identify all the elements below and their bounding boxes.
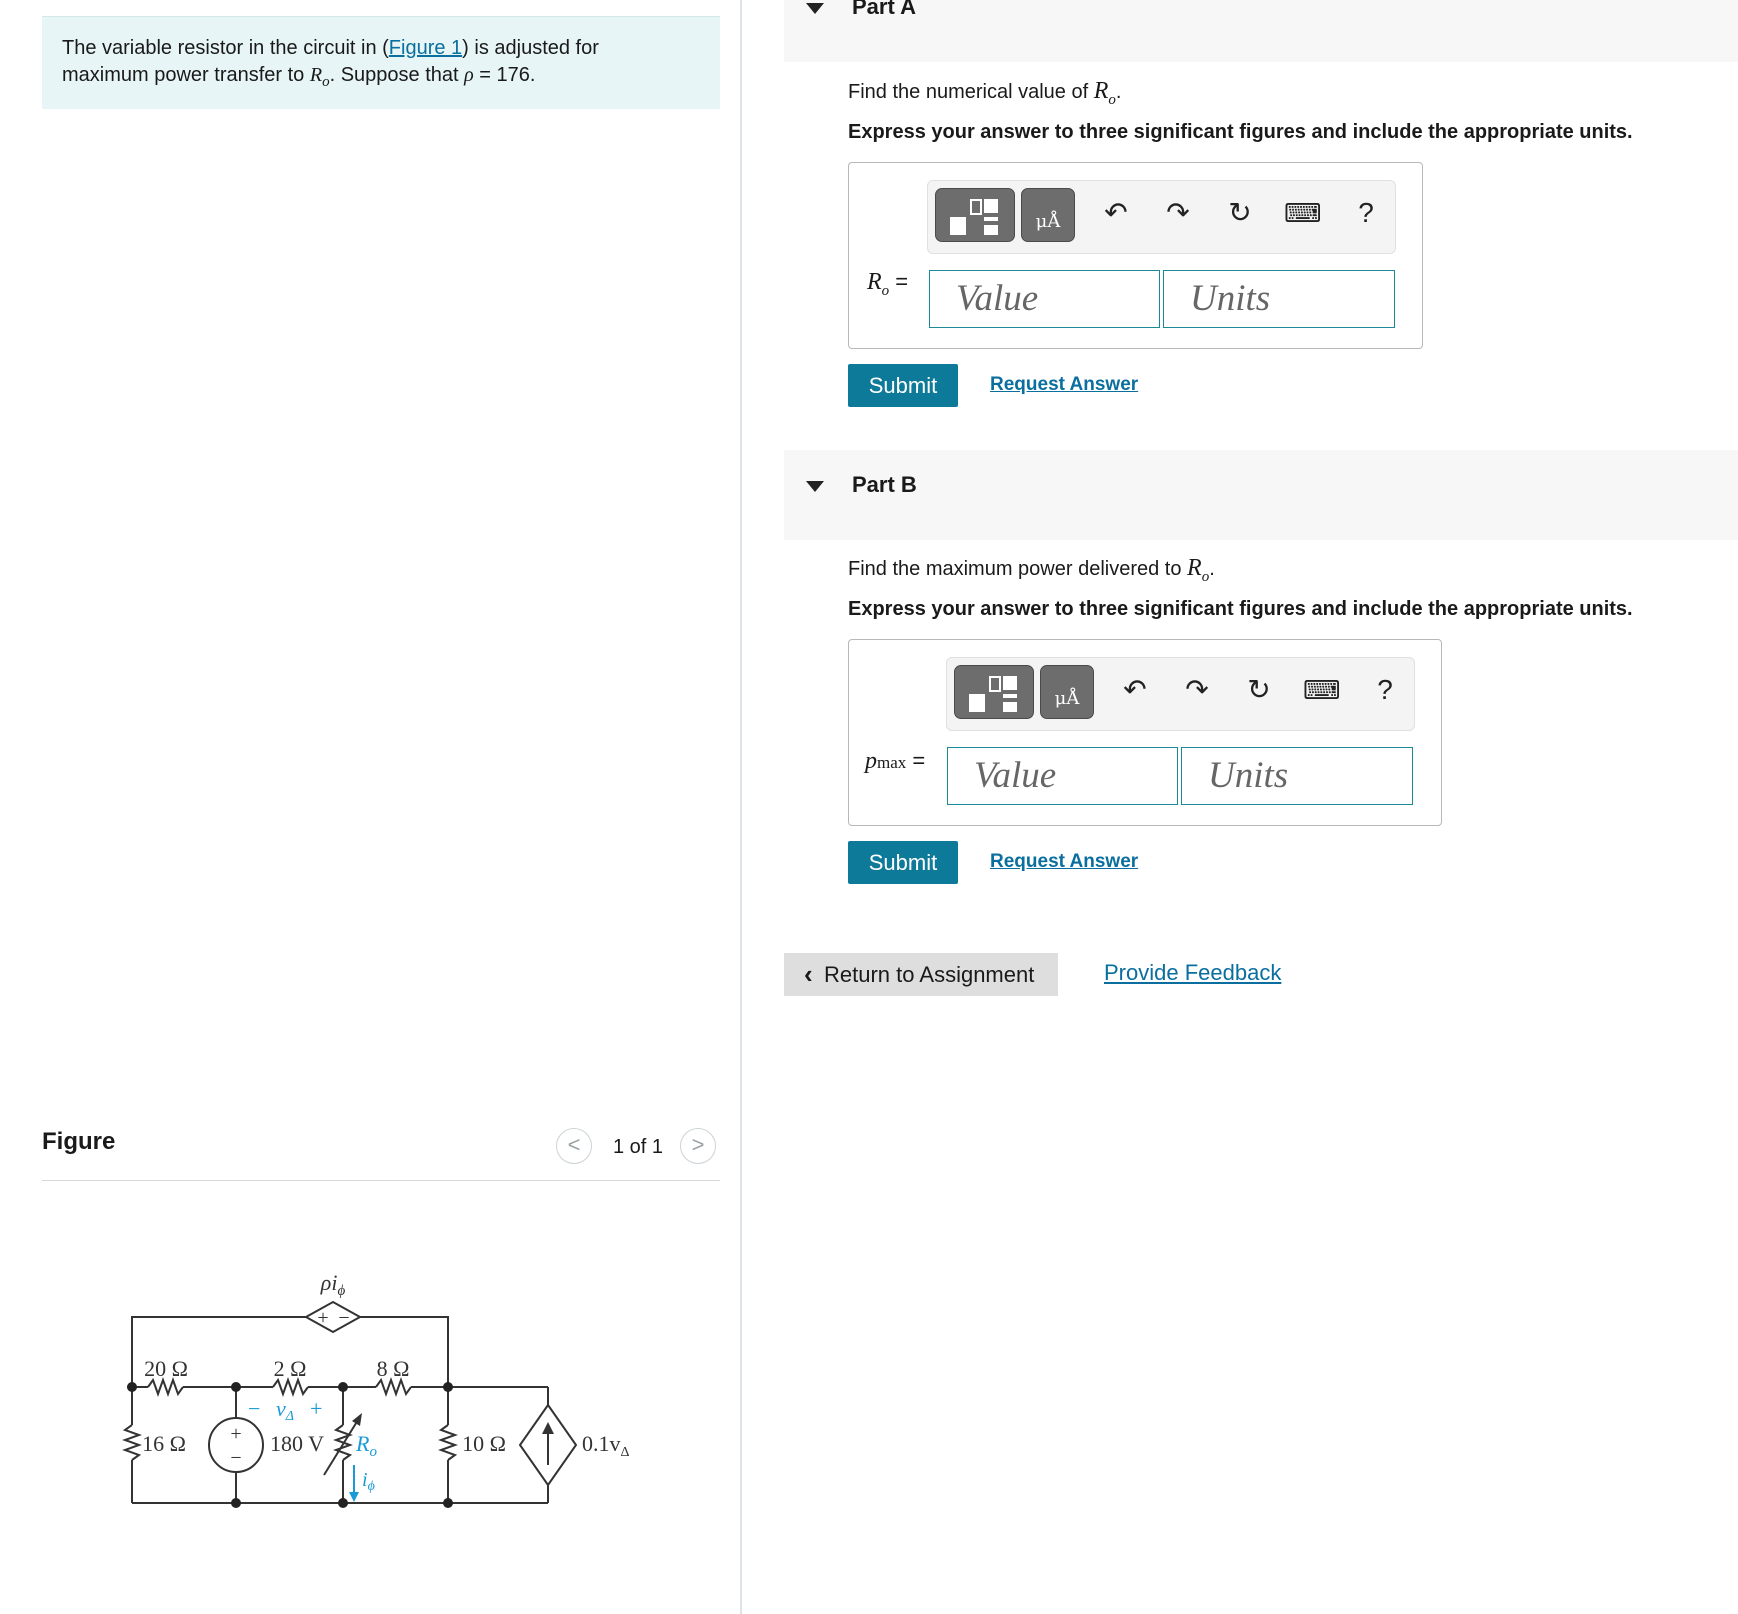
figure-link[interactable]: Figure 1	[388, 37, 463, 59]
figure-title: Figure	[42, 1128, 116, 1155]
part-b-submit-button[interactable]: Submit	[848, 841, 958, 884]
vdelta-minus: −	[248, 1396, 261, 1421]
circuit-diagram	[118, 1260, 658, 1510]
keyboard-icon[interactable]: ⌨	[1284, 198, 1322, 228]
prev-figure-button[interactable]	[556, 1128, 592, 1164]
units-icon[interactable]: μÅ	[1040, 665, 1094, 719]
vsrc-plus: +	[230, 1423, 242, 1445]
undo-icon[interactable]: ↶	[1104, 197, 1128, 228]
part-b-value-input[interactable]: Value	[947, 747, 1178, 805]
problem-statement	[42, 16, 720, 109]
redo-icon[interactable]: ↷	[1185, 674, 1209, 705]
ro-symbol: $R_o$	[309, 64, 330, 90]
part-a-header[interactable]	[784, 0, 1738, 62]
templates-icon[interactable]	[935, 188, 1015, 242]
part-b-var-label: pmax =	[865, 748, 926, 774]
part-a-var-label: $R_o$ =	[867, 269, 909, 299]
keyboard-icon[interactable]: ⌨	[1303, 675, 1341, 705]
redo-icon[interactable]: ↷	[1166, 197, 1190, 228]
cur-source-label: $0.1v_\Delta$	[582, 1431, 630, 1460]
part-b-units-input[interactable]: Units	[1181, 747, 1413, 805]
part-b-title: Part B	[852, 472, 917, 497]
return-to-assignment-button[interactable]	[784, 953, 1058, 996]
r2-label: 2 Ω	[273, 1356, 307, 1381]
units-icon[interactable]: μÅ	[1021, 188, 1075, 242]
part-a-instruction: Express your answer to three significant figures and include the appropriate units.	[848, 121, 1633, 143]
part-b-toolbar	[946, 657, 1415, 731]
chevron-right-icon: >	[691, 1132, 705, 1157]
reset-icon[interactable]: ↻	[1247, 674, 1271, 705]
vsrc-label: 180 V	[270, 1431, 324, 1456]
templates-icon[interactable]	[954, 665, 1034, 719]
vdelta-label: vΔ	[276, 1396, 294, 1424]
part-a-units-input[interactable]: Units	[1163, 270, 1395, 328]
undo-icon[interactable]: ↶	[1123, 674, 1147, 705]
ro-label: $R_o$	[356, 1431, 377, 1460]
problem-text: maximum power transfer to	[62, 64, 310, 86]
figure-page-count: 1 of 1	[612, 1136, 664, 1158]
provide-feedback-link[interactable]: Provide Feedback	[1104, 960, 1282, 985]
dep-minus: −	[338, 1307, 350, 1329]
part-b-question: Find the maximum power delivered to $R_o$.	[848, 555, 1215, 585]
rho-symbol: ρ	[464, 64, 474, 86]
part-b-instruction: Express your answer to three significant figures and include the appropriate units.	[848, 598, 1633, 620]
r16-label: 16 Ω	[142, 1431, 186, 1456]
r20-label: 20 Ω	[144, 1356, 188, 1381]
figure-divider	[42, 1180, 720, 1181]
collapse-triangle-icon[interactable]	[806, 3, 824, 14]
dep-source-label: $\rho i_\phi$	[320, 1270, 346, 1299]
part-a-toolbar	[927, 180, 1396, 254]
help-icon[interactable]: ?	[1377, 674, 1393, 705]
part-b-header[interactable]	[784, 450, 1738, 540]
return-label: Return to Assignment	[824, 962, 1035, 987]
problem-text: . Suppose that	[329, 64, 465, 86]
part-b-answer-box	[848, 639, 1442, 826]
next-figure-button[interactable]	[680, 1128, 716, 1164]
column-divider	[740, 0, 742, 1614]
vsrc-minus: −	[230, 1447, 242, 1469]
part-a-value-input[interactable]: Value	[929, 270, 1160, 328]
chevron-left-icon: <	[567, 1132, 581, 1157]
chevron-left-icon: ‹	[804, 959, 813, 989]
vdelta-plus: +	[310, 1396, 323, 1421]
part-a-question: Find the numerical value of $R_o$.	[848, 78, 1122, 108]
reset-icon[interactable]: ↻	[1228, 197, 1252, 228]
iphi-label: $i_\phi$	[362, 1469, 375, 1494]
help-icon[interactable]: ?	[1358, 197, 1374, 228]
r10-label: 10 Ω	[462, 1431, 506, 1456]
part-b-request-answer-link[interactable]: Request Answer	[990, 851, 1139, 872]
collapse-triangle-icon[interactable]	[806, 481, 824, 492]
dep-plus: +	[317, 1307, 329, 1329]
problem-text: ) is adjusted for	[462, 37, 599, 59]
problem-text: The variable resistor in the circuit in (	[62, 37, 389, 59]
r8-label: 8 Ω	[376, 1356, 410, 1381]
part-a-submit-button[interactable]: Submit	[848, 364, 958, 407]
part-a-request-answer-link[interactable]: Request Answer	[990, 374, 1139, 395]
part-a-title: Part A	[852, 0, 916, 19]
part-a-answer-box	[848, 162, 1423, 349]
problem-text: = 176.	[473, 64, 536, 86]
